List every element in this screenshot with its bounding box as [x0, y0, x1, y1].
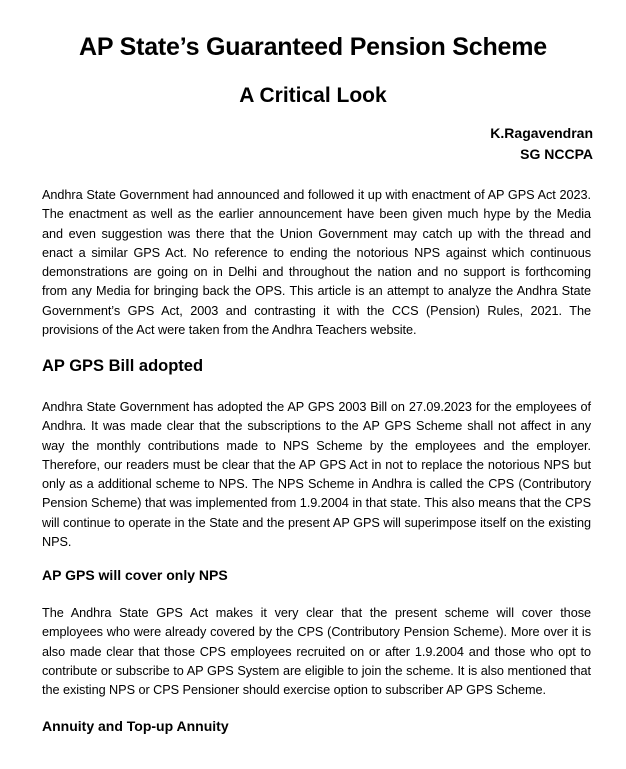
- section-heading-annuity: Annuity and Top-up Annuity: [42, 718, 229, 734]
- page-title: AP State’s Guaranteed Pension Scheme: [79, 33, 547, 61]
- section-paragraph-gps-bill-adopted: Andhra State Government has adopted the AP GPS 2003 Bill on 27.09.2023 for the employees of Andhra. It was made clear that the subscriptions to the AP GPS Scheme shall not affect in any way the monthly contributions made to NPS Scheme by the employees and the employer. Therefore, our readers must be clear that the AP GPS Act in not to replace the notorious NPS but only as a additional scheme to NPS. The NPS Scheme in Andhra is called the CPS (Contributory Pension Scheme) that was implemented from 1.9.2004 in that state. This also means that the CPS will continue to operate in the State and the present AP GPS will superimpose itself on the existing NPS.: [42, 400, 591, 550]
- page-subtitle: A Critical Look: [239, 84, 387, 107]
- author-name: K.Ragavendran: [490, 125, 593, 141]
- section-heading-gps-bill-adopted: AP GPS Bill adopted: [42, 357, 204, 375]
- section-paragraph-gps-cover-nps: The Andhra State GPS Act makes it very clear that the present scheme will cover those employees who were already covered by the CPS (Contributory Pension Scheme). More over it is also made clear that those CPS employees recruited on or after 1.9.2004 and those who opt to contribute or subscribe to AP GPS System are eligible to join the scheme. It is also mentioned that the existing NPS or CPS Pensioner should exercise option to subscriber AP GPS Scheme.: [42, 606, 591, 698]
- section-heading-gps-cover-nps: AP GPS will cover only NPS: [42, 567, 228, 583]
- intro-paragraph: Andhra State Government had announced and followed it up with enactment of AP GPS Act 2023. The enactment as well as the earlier announcement have been given much hype by the Media and even suggestion was there that the Union Government may catch up with the thread and enact a similar GPS Act. No reference to ending the notorious NPS against which continuous demonstrations are going on in Delhi and throughout the nation and no support is forthcoming from any Media for bringing back the OPS. This article is an attempt to analyze the Andhra State Government’s GPS Act, 2003 and contrasting it with the CCS (Pension) Rules, 2021. The provisions of the Act were taken from the Andhra Teachers website.: [42, 188, 591, 338]
- author-organization: SG NCCPA: [520, 146, 593, 162]
